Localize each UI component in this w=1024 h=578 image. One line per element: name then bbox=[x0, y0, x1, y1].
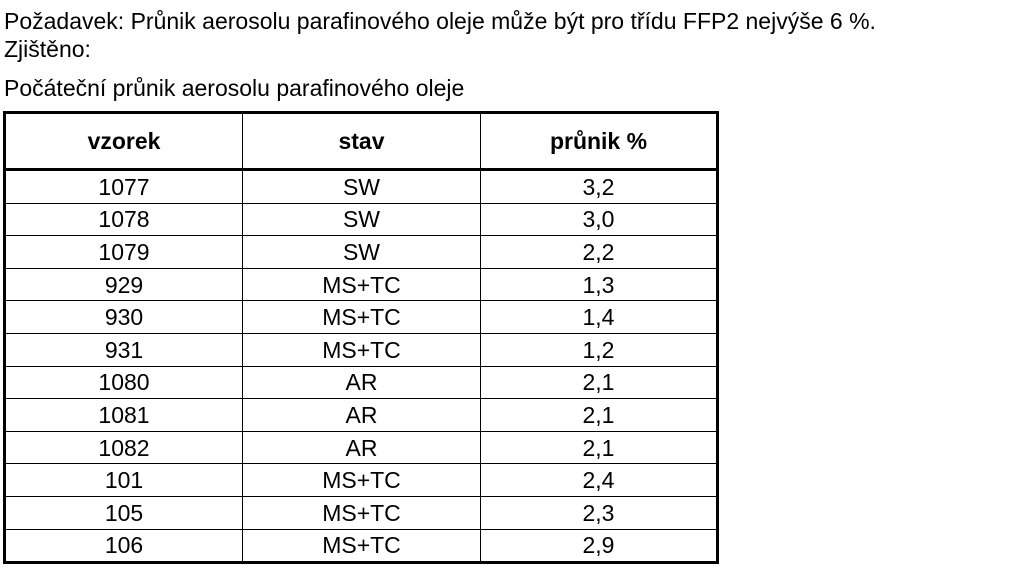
cell-state: SW bbox=[243, 170, 481, 204]
cell-sample: 1082 bbox=[5, 431, 243, 464]
found-label: Zjištěno: bbox=[4, 36, 91, 62]
table-row bbox=[5, 529, 718, 563]
cell-penetration: 1,2 bbox=[481, 333, 718, 366]
penetration-table bbox=[3, 111, 719, 564]
table-row bbox=[5, 170, 718, 204]
cell-sample: 930 bbox=[5, 301, 243, 334]
cell-sample: 929 bbox=[5, 268, 243, 301]
header-sample: vzorek bbox=[5, 113, 243, 170]
cell-penetration: 2,3 bbox=[481, 496, 718, 529]
table-row bbox=[5, 431, 718, 464]
cell-state: SW bbox=[243, 236, 481, 269]
cell-sample: 1080 bbox=[5, 366, 243, 399]
cell-penetration: 1,4 bbox=[481, 301, 718, 334]
cell-state: AR bbox=[243, 431, 481, 464]
cell-state: MS+TC bbox=[243, 529, 481, 563]
cell-state: MS+TC bbox=[243, 268, 481, 301]
cell-sample: 101 bbox=[5, 464, 243, 497]
header-penetration: průnik % bbox=[481, 113, 718, 170]
header-state: stav bbox=[243, 113, 481, 170]
cell-penetration: 3,2 bbox=[481, 170, 718, 204]
requirement-text: Požadavek: Průnik aerosolu parafinového oleje může být pro třídu FFP2 nejvýše 6 %. bbox=[4, 8, 876, 34]
cell-penetration: 2,2 bbox=[481, 236, 718, 269]
cell-sample: 106 bbox=[5, 529, 243, 563]
cell-penetration: 2,1 bbox=[481, 399, 718, 432]
table-row bbox=[5, 464, 718, 497]
cell-state: MS+TC bbox=[243, 496, 481, 529]
cell-state: SW bbox=[243, 203, 481, 236]
cell-penetration: 2,4 bbox=[481, 464, 718, 497]
table-row bbox=[5, 301, 718, 334]
cell-state: MS+TC bbox=[243, 333, 481, 366]
cell-penetration: 2,1 bbox=[481, 431, 718, 464]
table-row bbox=[5, 366, 718, 399]
table-row bbox=[5, 236, 718, 269]
cell-state: MS+TC bbox=[243, 301, 481, 334]
cell-sample: 1078 bbox=[5, 203, 243, 236]
cell-sample: 1079 bbox=[5, 236, 243, 269]
cell-sample: 1081 bbox=[5, 399, 243, 432]
cell-state: AR bbox=[243, 366, 481, 399]
table-row bbox=[5, 399, 718, 432]
table-body bbox=[5, 170, 718, 563]
cell-sample: 1077 bbox=[5, 170, 243, 204]
table-caption: Počáteční průnik aerosolu parafinového oleje bbox=[4, 75, 465, 101]
cell-state: MS+TC bbox=[243, 464, 481, 497]
table-row bbox=[5, 496, 718, 529]
table-header-row bbox=[5, 113, 718, 170]
cell-penetration: 3,0 bbox=[481, 203, 718, 236]
cell-state: AR bbox=[243, 399, 481, 432]
cell-sample: 105 bbox=[5, 496, 243, 529]
cell-penetration: 2,9 bbox=[582, 532, 615, 559]
table-row bbox=[5, 268, 718, 301]
cell-penetration: 2,1 bbox=[481, 366, 718, 399]
table-row bbox=[5, 203, 718, 236]
table-row bbox=[5, 333, 718, 366]
cell-penetration: 1,3 bbox=[481, 268, 718, 301]
cell-sample: 931 bbox=[5, 333, 243, 366]
